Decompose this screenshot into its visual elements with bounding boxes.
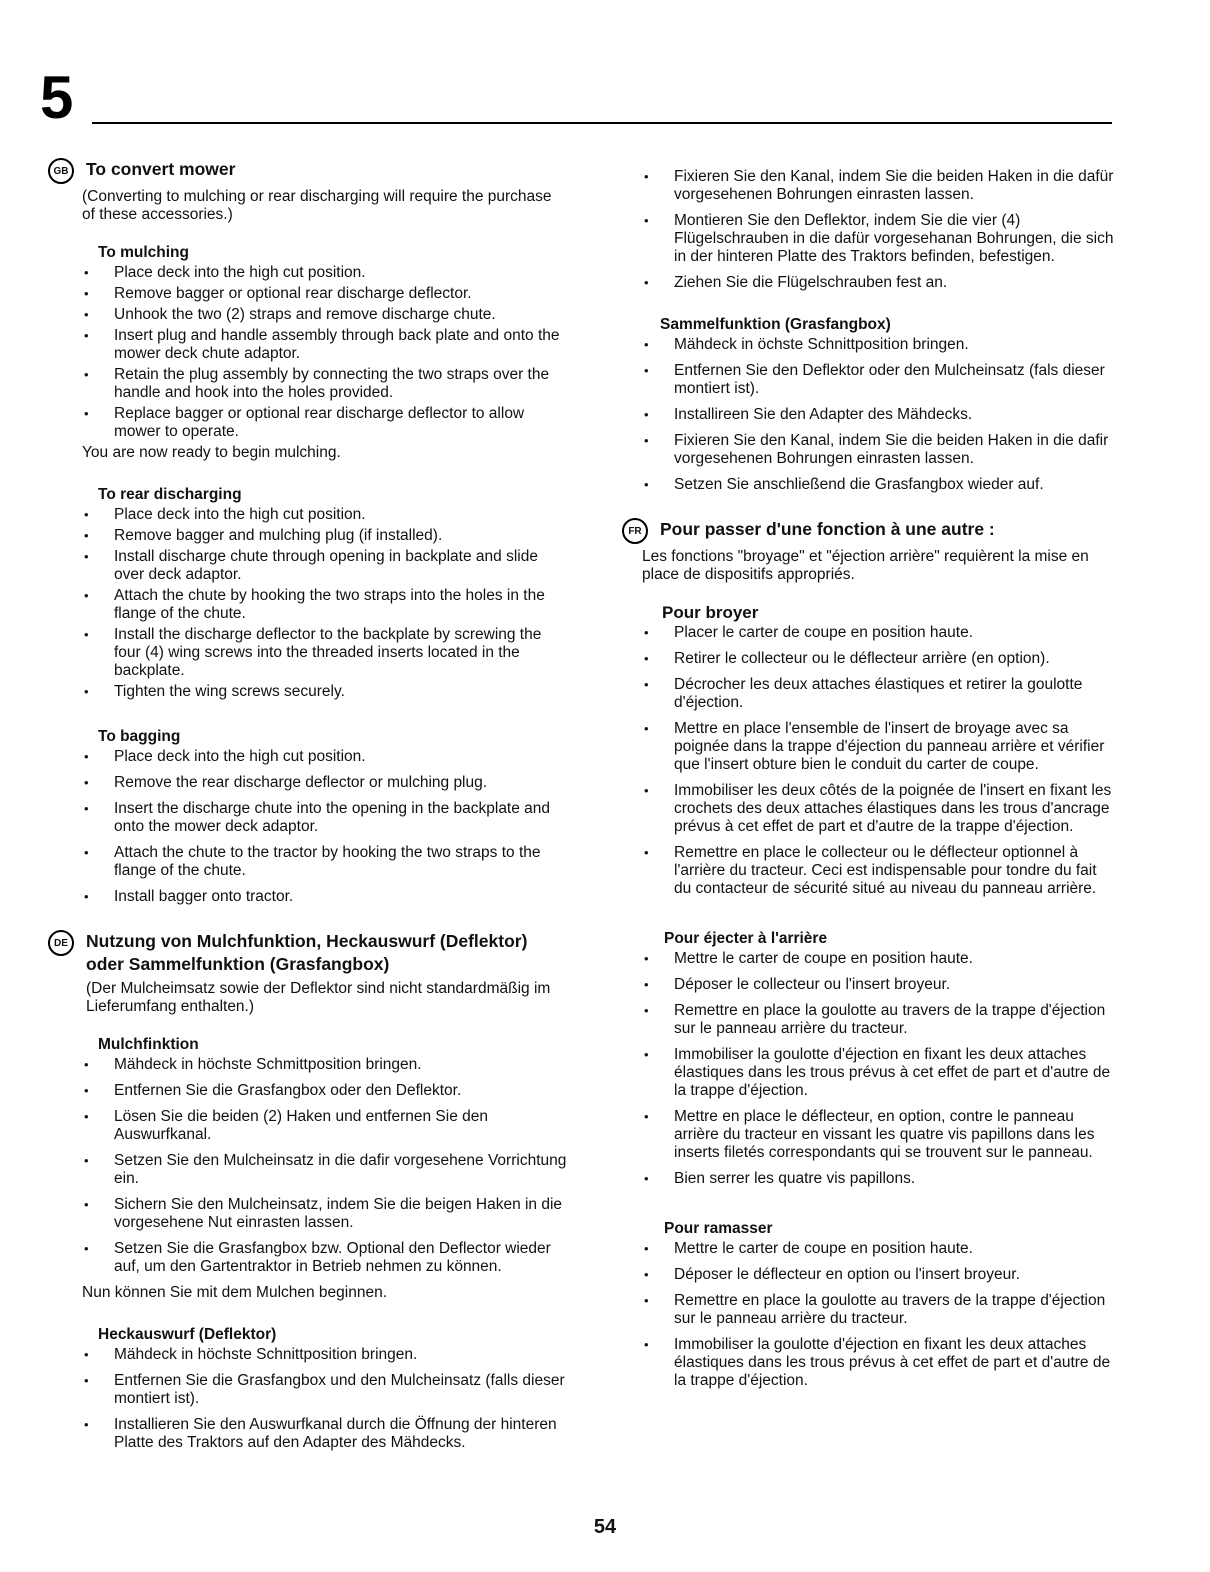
fr-broyer-heading: Pour broyer (662, 603, 759, 622)
fr-ejecter-heading: Pour éjecter à l'arrière (664, 930, 828, 947)
fr-section-header (622, 518, 1116, 544)
list-item: • Entfernen Sie den Deflektor oder den Mulcheinsatz (fals dieser montiert ist). (622, 362, 1116, 398)
list-item: • Install bagger onto tractor. (48, 888, 568, 906)
list-item: • Install discharge chute through opening in backplate and slide over deck adaptor. (48, 548, 568, 584)
list-item: • Fixieren Sie den Kanal, indem Sie die beiden Haken in die dafir vorgesehenen Bohrungen einrasten lassen. (622, 432, 1116, 468)
list-item: • Mähdeck in höchste Schnittposition bringen. (48, 1346, 568, 1364)
list-item: • Place deck into the high cut position. (48, 506, 568, 524)
list-item: • Mettre en place l'ensemble de l'insert de broyage avec sa poignée dans la trappe d'éjection du panneau arrière et vérifier que l'insert obture bien le conduit du carter de coupe. (622, 720, 1116, 774)
gb-mulching-heading: To mulching (98, 244, 189, 261)
list-item: • Place deck into the high cut position. (48, 264, 568, 282)
list-item: • Insert the discharge chute into the opening in the backplate and onto the mower deck adaptor. (48, 800, 568, 836)
list-item: • Sichern Sie den Mulcheinsatz, indem Sie die beigen Haken in die vorgesehene Nut einrasten lassen. (48, 1196, 568, 1232)
gb-language-badge-icon: GB (48, 158, 74, 184)
gb-section-header (48, 158, 568, 184)
gb-mulching-steps (48, 264, 568, 441)
gb-mulching-closing: You are now ready to begin mulching. (82, 444, 341, 461)
list-item: • Décrocher les deux attaches élastiques et retirer la goulotte d'éjection. (622, 676, 1116, 712)
gb-bagging-heading: To bagging (98, 728, 181, 745)
fr-intro: Les fonctions "broyage" et "éjection arrière" requièrent la mise en place de dispositifs appropriés. (642, 548, 1089, 583)
list-item: • Setzen Sie die Grasfangbox bzw. Optional den Deflector wieder auf, um den Gartentraktor in Betrieb nehmen zu können. (48, 1240, 568, 1276)
list-item: • Setzen Sie anschließend die Grasfangbox wieder auf. (622, 476, 1116, 494)
de-language-badge-icon: DE (48, 930, 74, 956)
fr-language-badge-icon: FR (622, 518, 648, 544)
list-item: • Replace bagger or optional rear discharge deflector to allow mower to operate. (48, 405, 568, 441)
list-item: • Fixieren Sie den Kanal, indem Sie die beiden Haken in die dafür vorgesehenen Bohrungen einrasten lassen. (622, 168, 1116, 204)
gb-section-title: To convert mower (86, 159, 236, 179)
de-sammel-heading: Sammelfunktion (Grasfangbox) (660, 316, 891, 333)
list-item: • Déposer le collecteur ou l'insert broyeur. (622, 976, 1116, 994)
list-item: • Remettre en place la goulotte au travers de la trappe d'éjection sur le panneau arrière du tracteur. (622, 1292, 1116, 1328)
left-column (48, 158, 568, 1460)
de-sammel-steps (622, 336, 1116, 494)
list-item: • Déposer le déflecteur en option ou l'insert broyeur. (622, 1266, 1116, 1284)
de-heck-steps-left (48, 1346, 568, 1452)
list-item: • Ziehen Sie die Flügelschrauben fest an. (622, 274, 1116, 292)
list-item: • Insert plug and handle assembly through back plate and onto the mower deck chute adaptor. (48, 327, 568, 363)
list-item: • Entfernen Sie die Grasfangbox und den Mulcheinsatz (falls dieser montiert ist). (48, 1372, 568, 1408)
list-item: • Remove bagger or optional rear discharge deflector. (48, 285, 568, 303)
de-heck-heading: Heckauswurf (Deflektor) (98, 1326, 277, 1343)
fr-ejecter-steps (622, 950, 1116, 1188)
de-section-header (48, 930, 568, 976)
gb-rear-steps (48, 506, 568, 701)
list-item: • Placer le carter de coupe en position haute. (622, 624, 1116, 642)
list-item: • Bien serrer les quatre vis papillons. (622, 1170, 1116, 1188)
list-item: • Remettre en place le collecteur ou le déflecteur optionnel à l'arrière du tracteur. Ceci est indispensable pour tondre du fait du contacteur de sécurité situé au niveau du panneau arrière. (622, 844, 1116, 898)
list-item: • Remove bagger and mulching plug (if installed). (48, 527, 568, 545)
de-mulch-steps (48, 1056, 568, 1276)
page-number: 54 (593, 1516, 617, 1538)
list-item: • Installireen Sie den Adapter des Mähdecks. (622, 406, 1116, 424)
list-item: • Montieren Sie den Deflektor, indem Sie die vier (4) Flügelschrauben in die dafür vorgesehanan Bohrungen, die sich in der hinteren Platte des Traktors befinden, befestigen. (622, 212, 1116, 266)
list-item: • Remettre en place la goulotte au travers de la trappe d'éjection sur le panneau arrière du tracteur. (622, 1002, 1116, 1038)
list-item: • Mettre le carter de coupe en position haute. (622, 1240, 1116, 1258)
list-item: • Lösen Sie die beiden (2) Haken und entfernen Sie den Auswurfkanal. (48, 1108, 568, 1144)
list-item: • Mähdeck in öchste Schnittposition bringen. (622, 336, 1116, 354)
list-item: • Immobiliser la goulotte d'éjection en fixant les deux attaches élastiques dans les trous prévus à cet effet de part et d'autre de la trappe d'éjection. (622, 1046, 1116, 1100)
list-item: • Place deck into the high cut position. (48, 748, 568, 766)
list-item: • Entfernen Sie die Grasfangbox oder den Deflektor. (48, 1082, 568, 1100)
list-item: • Mettre en place le déflecteur, en option, contre le panneau arrière du tracteur en vissant les quatre vis papillons dans les inserts filetés correspondants qui se trouvent sur le panneau. (622, 1108, 1116, 1162)
de-intro: (Der Mulcheimsatz sowie der Deflektor sind nicht standardmäßig im Lieferumfang enthalten.) (86, 980, 551, 1015)
list-item: • Tighten the wing screws securely. (48, 683, 568, 701)
list-item: • Attach the chute by hooking the two straps into the holes in the flange of the chute. (48, 587, 568, 623)
list-item: • Mähdeck in höchste Schmittposition bringen. (48, 1056, 568, 1074)
gb-rear-heading: To rear discharging (98, 486, 242, 503)
fr-section-title: Pour passer d'une fonction à une autre : (660, 519, 995, 539)
list-item: • Attach the chute to the tractor by hooking the two straps to the flange of the chute. (48, 844, 568, 880)
fr-broyer-steps (622, 624, 1116, 898)
list-item: • Immobiliser les deux côtés de la poignée de l'insert en fixant les crochets des deux attaches élastiques dans les trous d'ancrage prévus à cet effet de part et d'autre de la trappe d'éjection. (622, 782, 1116, 836)
list-item: • Immobiliser la goulotte d'éjection en fixant les deux attaches élastiques dans les trous prévus à cet effet de part et d'autre de la trappe d'éjection. (622, 1336, 1116, 1390)
header-rule (92, 122, 1112, 124)
list-item: • Setzen Sie den Mulcheinsatz in die dafir vorgesehene Vorrichtung ein. (48, 1152, 568, 1188)
chapter-number: 5 (40, 64, 74, 131)
gb-intro: (Converting to mulching or rear discharging will require the purchase of these accessories.) (82, 188, 552, 223)
list-item: • Remove the rear discharge deflector or mulching plug. (48, 774, 568, 792)
right-column (622, 168, 1116, 1398)
list-item: • Install the discharge deflector to the backplate by screwing the four (4) wing screws into the threaded inserts located in the backplate. (48, 626, 568, 680)
fr-ramasser-heading: Pour ramasser (664, 1220, 773, 1237)
list-item: • Installieren Sie den Auswurfkanal durch die Öffnung der hinteren Platte des Traktors auf den Adapter des Mähdecks. (48, 1416, 568, 1452)
de-heck-steps-right (622, 168, 1116, 292)
de-section-title: Nutzung von Mulchfunktion, Heckauswurf (Deflektor) oder Sammelfunktion (Grasfangbox) (86, 931, 528, 974)
fr-ramasser-steps (622, 1240, 1116, 1390)
list-item: • Retirer le collecteur ou le déflecteur arrière (en option). (622, 650, 1116, 668)
list-item: • Unhook the two (2) straps and remove discharge chute. (48, 306, 568, 324)
gb-bagging-steps (48, 748, 568, 906)
de-mulch-closing: Nun können Sie mit dem Mulchen beginnen. (82, 1284, 388, 1301)
list-item: • Retain the plug assembly by connecting the two straps over the handle and hook into the holes provided. (48, 366, 568, 402)
list-item: • Mettre le carter de coupe en position haute. (622, 950, 1116, 968)
de-mulch-heading: Mulchfinktion (98, 1036, 199, 1053)
